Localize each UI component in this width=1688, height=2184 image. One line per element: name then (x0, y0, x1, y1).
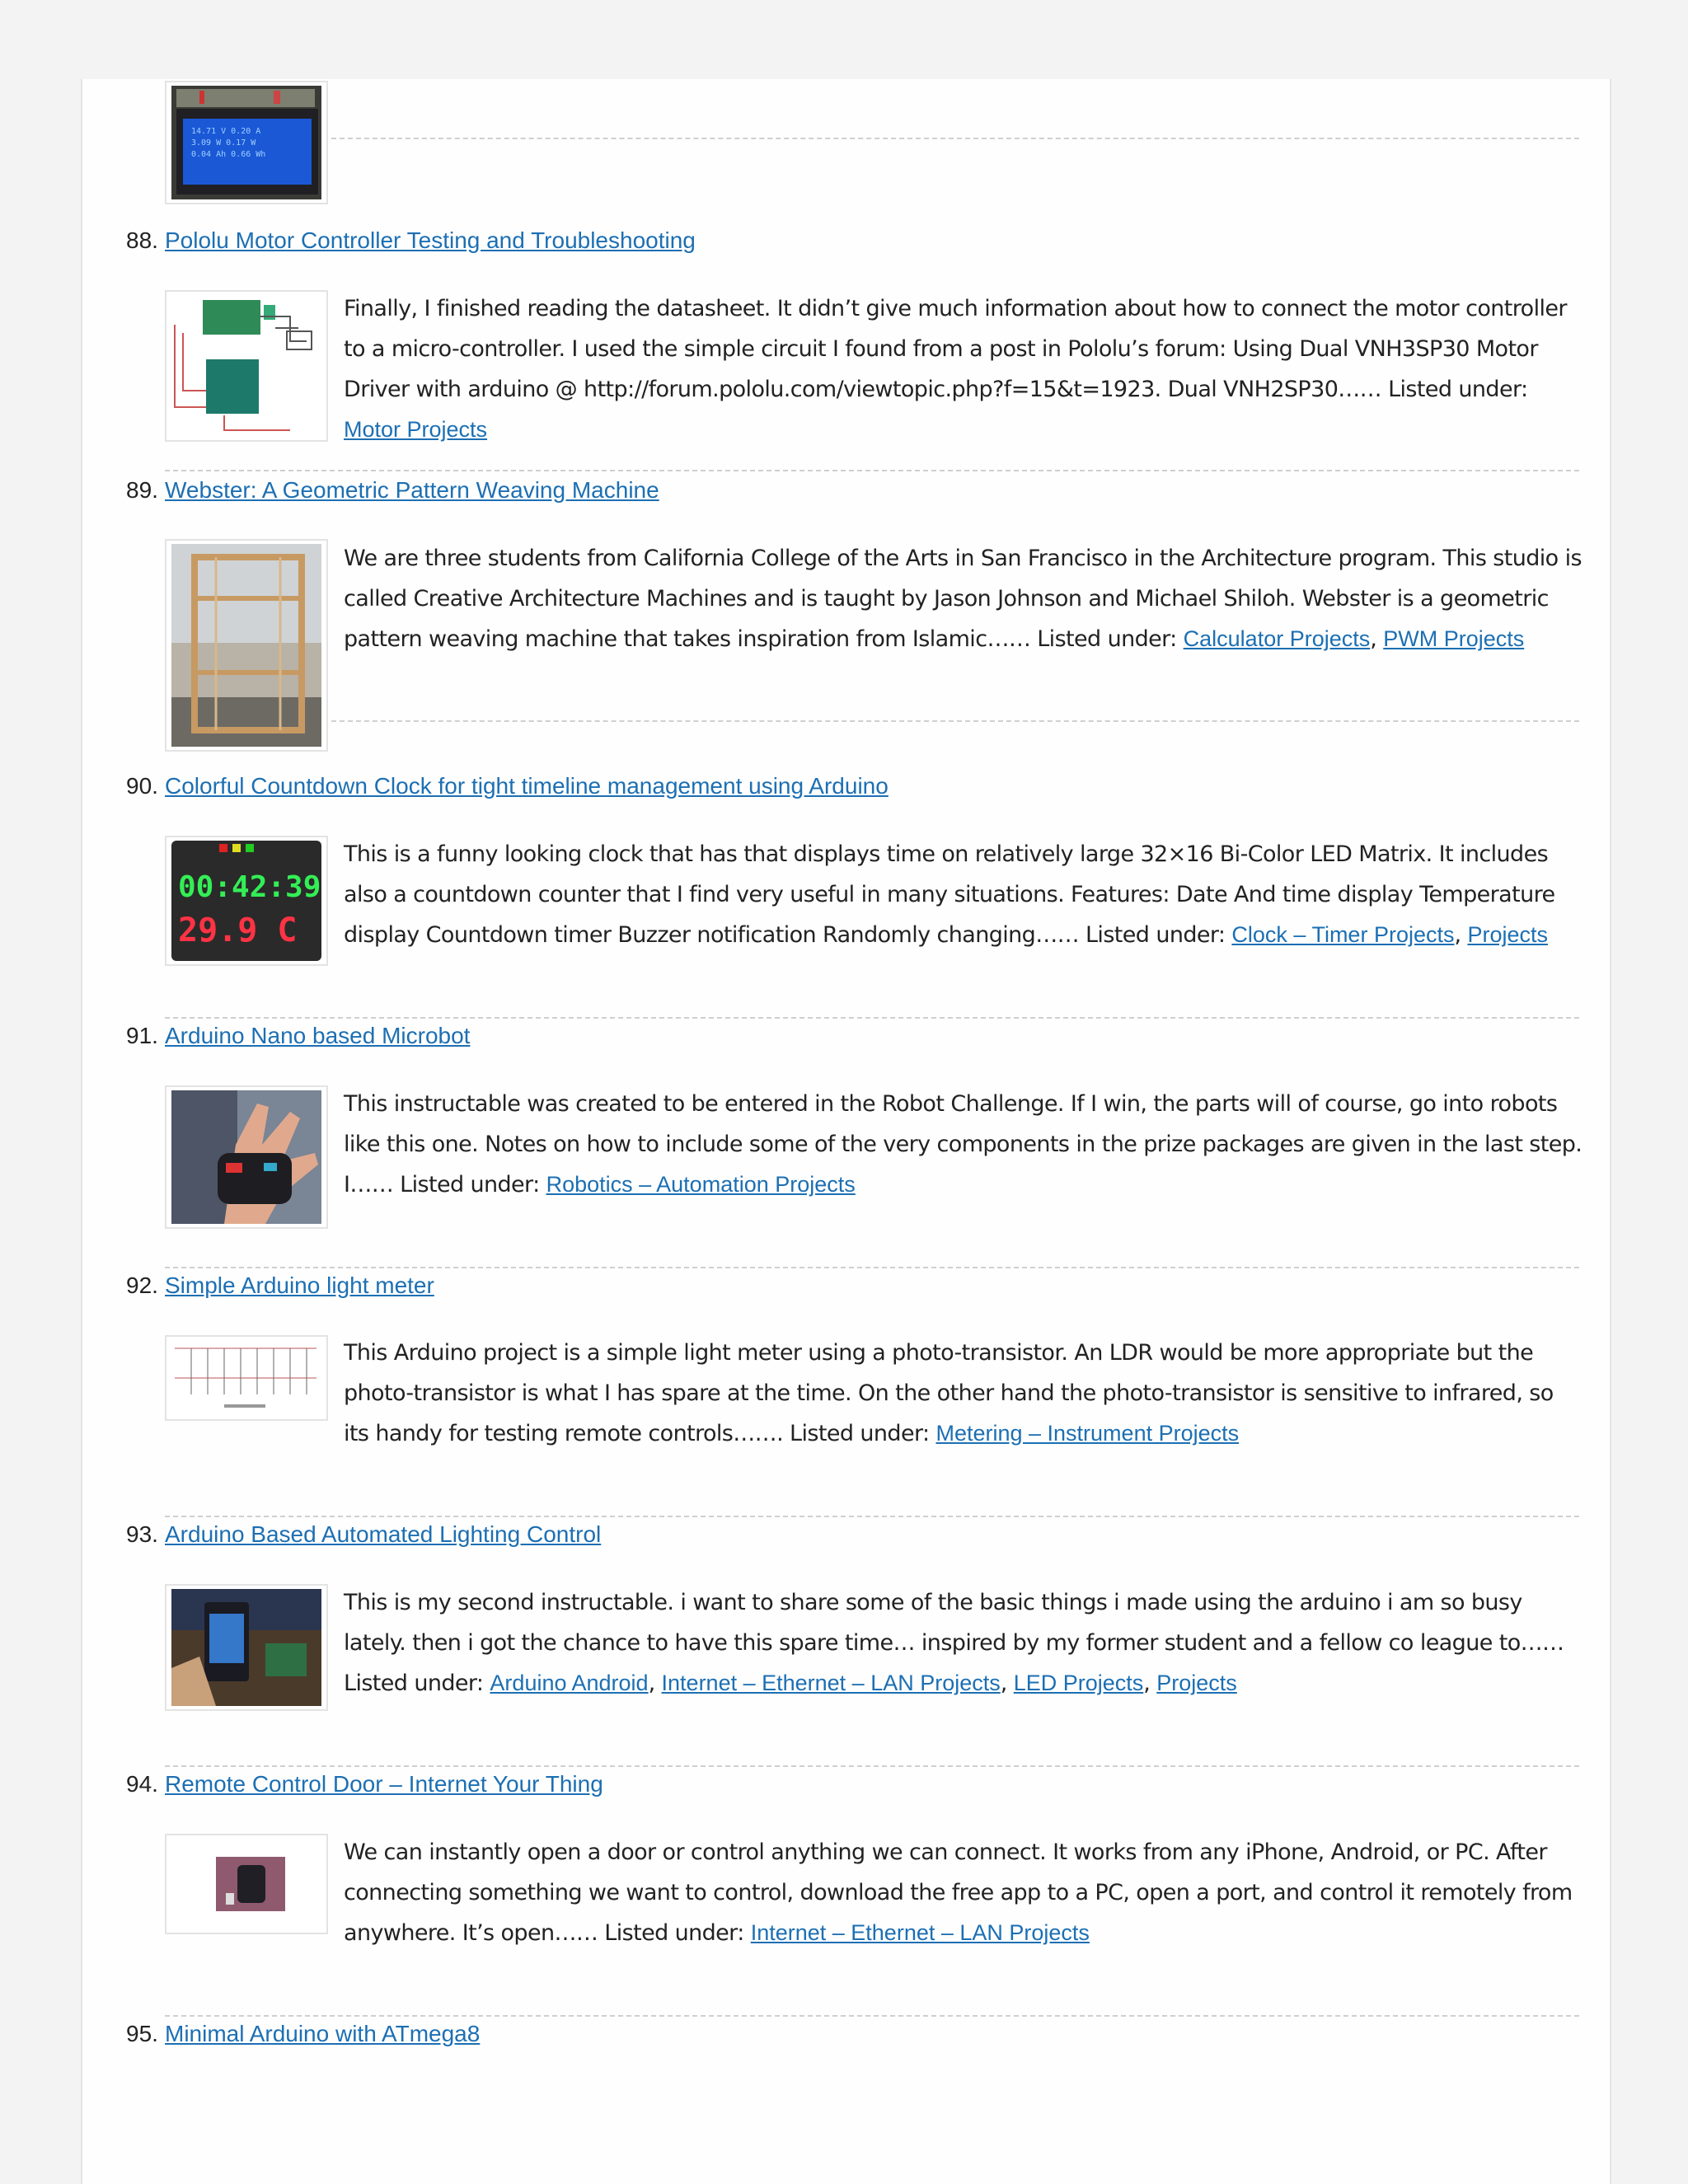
clock-time: 00:42:39 (178, 870, 321, 904)
listed-under-label: Listed under: (1085, 922, 1226, 948)
excerpt-text: We can instantly open a door or control anything we can connect. It works from any iPhone, Android, or PC. After connecting something we want to control, download the free app to a PC, open a port, and control it remotely from anywhere. It’s open…… (344, 1840, 1573, 1946)
separator (165, 1267, 1579, 1268)
separator (331, 720, 1579, 722)
category-link[interactable]: Projects (1156, 1671, 1237, 1695)
item-title-link[interactable]: Webster: A Geometric Pattern Weaving Machine (165, 477, 659, 503)
clock-temp: 29.9 C (178, 912, 298, 949)
item-title-link[interactable]: Remote Control Door – Internet Your Thing (165, 1771, 603, 1797)
item-number: 93. (126, 1521, 158, 1547)
thumbnail-lighting-control[interactable] (165, 1584, 328, 1711)
item-number: 92. (126, 1272, 158, 1298)
separator (165, 470, 1579, 471)
item-number: 94. (126, 1771, 158, 1797)
thumbnail-microbot[interactable] (165, 1085, 328, 1229)
lcd-line-3: 0.04 Ah 0.66 Wh (191, 150, 266, 159)
listed-under-label: Listed under: (344, 1671, 484, 1696)
lcd-line-2: 3.09 W 0.17 W (191, 138, 256, 148)
category-link[interactable]: Arduino Android (490, 1671, 649, 1695)
item-title-link[interactable]: Arduino Nano based Microbot (165, 1023, 471, 1048)
item-number: 90. (126, 773, 158, 799)
item-excerpt: This is a funny looking clock that has that displays time on relatively large 32×16 Bi-Color LED Matrix. It includes also a countdown counter that I find very useful in many situations. Features: Date And time display Temperature display Countdown timer Buzzer notification Randomly changing…… Listed under: Clock – Timer Projects, Projects (344, 841, 1555, 948)
listed-under-label: Listed under: (400, 1172, 540, 1197)
listed-under-label: Listed under: (790, 1421, 930, 1446)
item-excerpt: This is my second instructable. i want to share some of the basic things i made using the arduino i am so busy lately. then i got the chance to have this spare time… inspired by my former student and a fellow co league to…… Listed under: Arduino Android, Internet – Ethernet – LAN Projects, LED Projects, Projects (344, 1590, 1564, 1696)
excerpt-text: This is my second instructable. i want to share some of the basic things i made using the arduino i am so busy lately. then i got the chance to have this spare time… inspired by my former student and a fellow co league to…… (344, 1590, 1564, 1656)
category-link[interactable]: LED Projects (1013, 1671, 1144, 1695)
separator (165, 1516, 1579, 1517)
category-link[interactable]: Metering – Instrument Projects (935, 1421, 1240, 1446)
listed-under-label: Listed under: (604, 1920, 744, 1946)
item-excerpt (344, 1832, 1583, 1953)
category-link[interactable]: Projects (1467, 922, 1548, 947)
item-excerpt: We are three students from California College of the Arts in San Francisco in the Architecture program. This studio is called Creative Architecture Machines and is taught by Jason Johnson and Michael Shiloh. Webster is a geometric pattern weaving machine that takes inspiration from Islamic…… Listed under: Calculator Projects, PWM Projects (344, 546, 1582, 652)
lcd-line-1: 14.71 V 0.20 A (191, 127, 261, 136)
item-title-link[interactable]: Minimal Arduino with ATmega8 (165, 2021, 481, 2046)
item-excerpt (344, 1333, 1583, 1454)
category-link[interactable]: Motor Projects (344, 417, 488, 442)
excerpt-text: This instructable was created to be entered in the Robot Challenge. If I win, the parts will of course, go into robots like this one. Notes on how to include some of the very components in the prize packages are given in the last step. I…… (344, 1091, 1582, 1197)
item-title-link[interactable]: Arduino Based Automated Lighting Control (165, 1521, 602, 1547)
thumbnail-light-meter[interactable] (165, 1335, 328, 1421)
category-link[interactable]: Calculator Projects (1183, 626, 1371, 651)
category-link[interactable]: Internet – Ethernet – LAN Projects (750, 1920, 1090, 1945)
category-link[interactable]: Clock – Timer Projects (1231, 922, 1455, 947)
thumbnail-lcd-meter[interactable] (165, 81, 328, 204)
item-title-link[interactable]: Simple Arduino light meter (165, 1272, 434, 1298)
separator (165, 1017, 1579, 1019)
item-title-link[interactable]: Pololu Motor Controller Testing and Troubleshooting (165, 227, 696, 253)
listed-under-label: Listed under: (1037, 626, 1177, 652)
thumbnail-motor-controller[interactable] (165, 290, 328, 442)
item-excerpt (344, 288, 1583, 450)
item-number: 95. (126, 2021, 158, 2046)
item-title-link[interactable]: Colorful Countdown Clock for tight timeline management using Arduino (165, 773, 889, 799)
separator (165, 2015, 1579, 2017)
item-number: 88. (126, 227, 158, 253)
excerpt-text: Finally, I finished reading the datasheet. It didn’t give much information about how to connect the motor controller to a micro-controller. I used the simple circuit I found from a post in Pololu’s forum: Using Dual VNH3SP30 Motor Driver with arduino @ http://forum.pololu.com/viewtopic.php?f=15&t=1923. Dual VNH2SP30…… (344, 296, 1567, 402)
category-link[interactable]: Robotics – Automation Projects (546, 1172, 856, 1197)
item-number: 91. (126, 1023, 158, 1048)
separator (331, 138, 1579, 139)
item-excerpt (344, 1084, 1583, 1205)
separator (165, 1765, 1579, 1767)
excerpt-text: This is a funny looking clock that has that displays time on relatively large 32×16 Bi-Color LED Matrix. It includes also a countdown counter that I find very useful in many situations. Features: Date And time display Temperature display Countdown timer Buzzer notification Randomly changing…… (344, 841, 1555, 948)
thumbnail-remote-door[interactable] (165, 1834, 328, 1934)
listed-under-label: Listed under: (1388, 377, 1528, 402)
category-link[interactable]: Internet – Ethernet – LAN Projects (661, 1671, 1001, 1695)
excerpt-text: We are three students from California College of the Arts in San Francisco in the Architecture program. This studio is called Creative Architecture Machines and is taught by Jason Johnson and Michael Shiloh. Webster is a geometric pattern weaving machine that takes inspiration from Islamic…… (344, 546, 1582, 652)
item-number: 89. (126, 477, 158, 503)
thumbnail-countdown-clock[interactable] (165, 836, 328, 966)
category-link[interactable]: PWM Projects (1383, 626, 1525, 651)
thumbnail-weaving-machine[interactable] (165, 539, 328, 752)
excerpt-text: This Arduino project is a simple light meter using a photo-transistor. An LDR would be more appropriate but the photo-transistor is what I has spare at the time. On the other hand the photo-transistor is sensitive to infrared, so its handy for testing remote controls……. (344, 1340, 1554, 1446)
